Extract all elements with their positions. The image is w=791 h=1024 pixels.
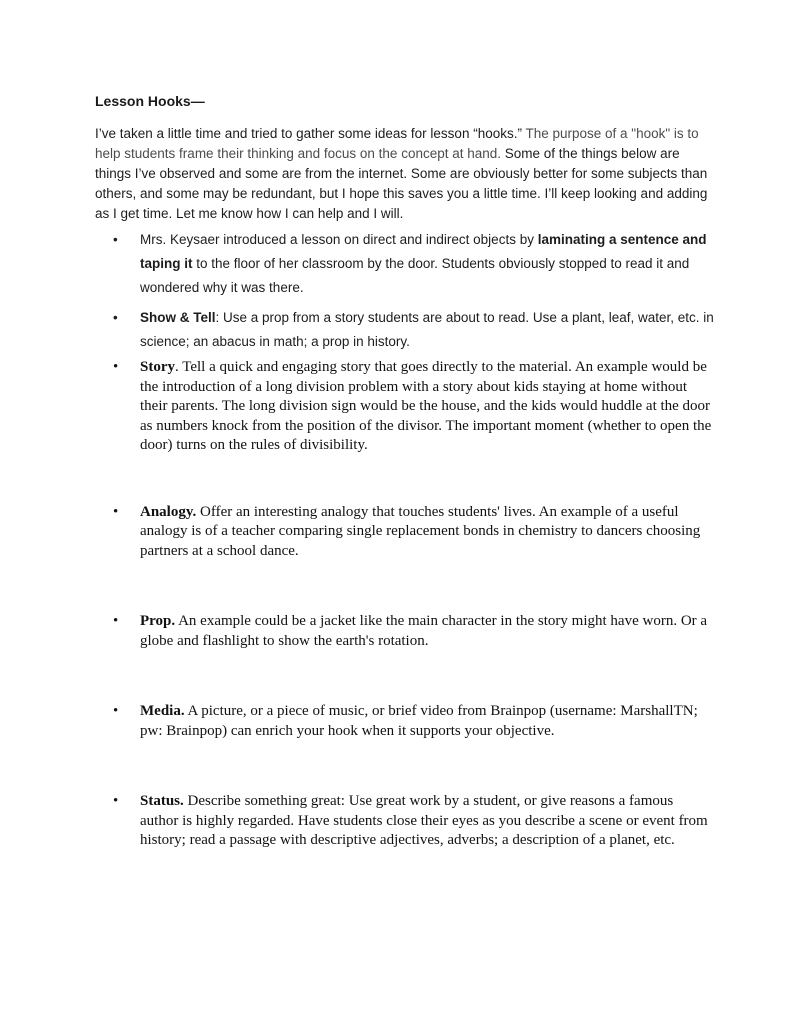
list-item-status (113, 792, 715, 851)
bullet-marker: • (113, 793, 119, 809)
intro-segment: I’ve taken a little time and tried to gather some ideas for lesson “hooks.” (95, 126, 526, 141)
bullet-text (140, 306, 715, 354)
bullet-lead: Story (140, 359, 175, 375)
bullet-body: Describe something great: Use great work by a student, or give reasons a famous author is highly regarded. Have students close their eyes as you describe a scene or event from history; read a passage with descriptive adjectives, adverbs; a description of a planet, etc. (140, 793, 708, 848)
page-title: Lesson Hooks— (95, 93, 205, 109)
bullet-text (140, 358, 715, 456)
bullet-marker: • (113, 503, 119, 520)
bullet-text (140, 702, 715, 741)
bullet-marker: • (113, 359, 119, 375)
bullet-marker: • (113, 232, 118, 247)
bullet-segment: Mrs. Keysaer introduced a lesson on direct and indirect objects by (140, 232, 538, 247)
bullet-marker: • (113, 310, 118, 325)
bullet-marker: • (113, 703, 119, 719)
list-item-show-and-tell (113, 306, 715, 354)
bullet-lead: Status. (140, 793, 184, 809)
list-item-keysaer (113, 228, 715, 300)
hooks-list (95, 228, 715, 851)
intro-segment: Some of the things below are things I’ve observed and some are from the internet. Some are obviously better for some subjects than others, and some may be redundant, but I hope this saves you a little time. I’ll keep looking and adding as I get time. Let me know how I can help and I will. (95, 146, 708, 221)
bullet-text (140, 503, 715, 562)
bullet-segment-bold: laminating a sentence and taping it (140, 232, 707, 271)
bullet-text (140, 612, 715, 651)
bullet-body: : Use a prop from a story students are about to read. Use a plant, leaf, water, etc. in science; an abacus in math; a prop in history. (140, 310, 714, 349)
bullet-lead: Prop. (140, 613, 176, 629)
intro-paragraph (95, 124, 715, 224)
bullet-body: Offer an interesting analogy that touches students' lives. An example of a useful analogy is of a teacher comparing single replacement bonds in chemistry to dancers choosing partners at a school dance. (140, 503, 701, 559)
bullet-lead: Media. (140, 703, 185, 719)
bullet-body: An example could be a jacket like the main character in the story might have worn. Or a globe and flashlight to show the earth's rotation. (140, 613, 708, 649)
list-item-prop (113, 612, 715, 651)
list-item-story (113, 358, 715, 456)
bullet-lead: Analogy. (140, 503, 197, 520)
intro-segment-light: The purpose of a "hook" is to help students frame their thinking and focus on the concept at hand. (95, 126, 699, 161)
bullet-body: . Tell a quick and engaging story that goes directly to the material. An example would be the introduction of a long division problem with a story about kids staying at home without their parents. The long division sign would be the house, and the kids would huddle at the door as numbers knock from the position of the divisor. The important moment (whether to open the door) turns on the rules of divisibility. (140, 359, 712, 453)
bullet-text (140, 792, 715, 851)
bullet-text (140, 228, 715, 300)
list-item-media (113, 702, 715, 741)
bullet-marker: • (113, 613, 119, 629)
bullet-lead: Show & Tell (140, 310, 216, 325)
bullet-body: A picture, or a piece of music, or brief video from Brainpop (username: MarshallTN; pw: Brainpop) can enrich your hook when it supports your objective. (140, 703, 698, 739)
list-item-analogy (113, 503, 715, 562)
bullet-segment: to the floor of her classroom by the door. Students obviously stopped to read it and wondered why it was there. (140, 256, 690, 295)
